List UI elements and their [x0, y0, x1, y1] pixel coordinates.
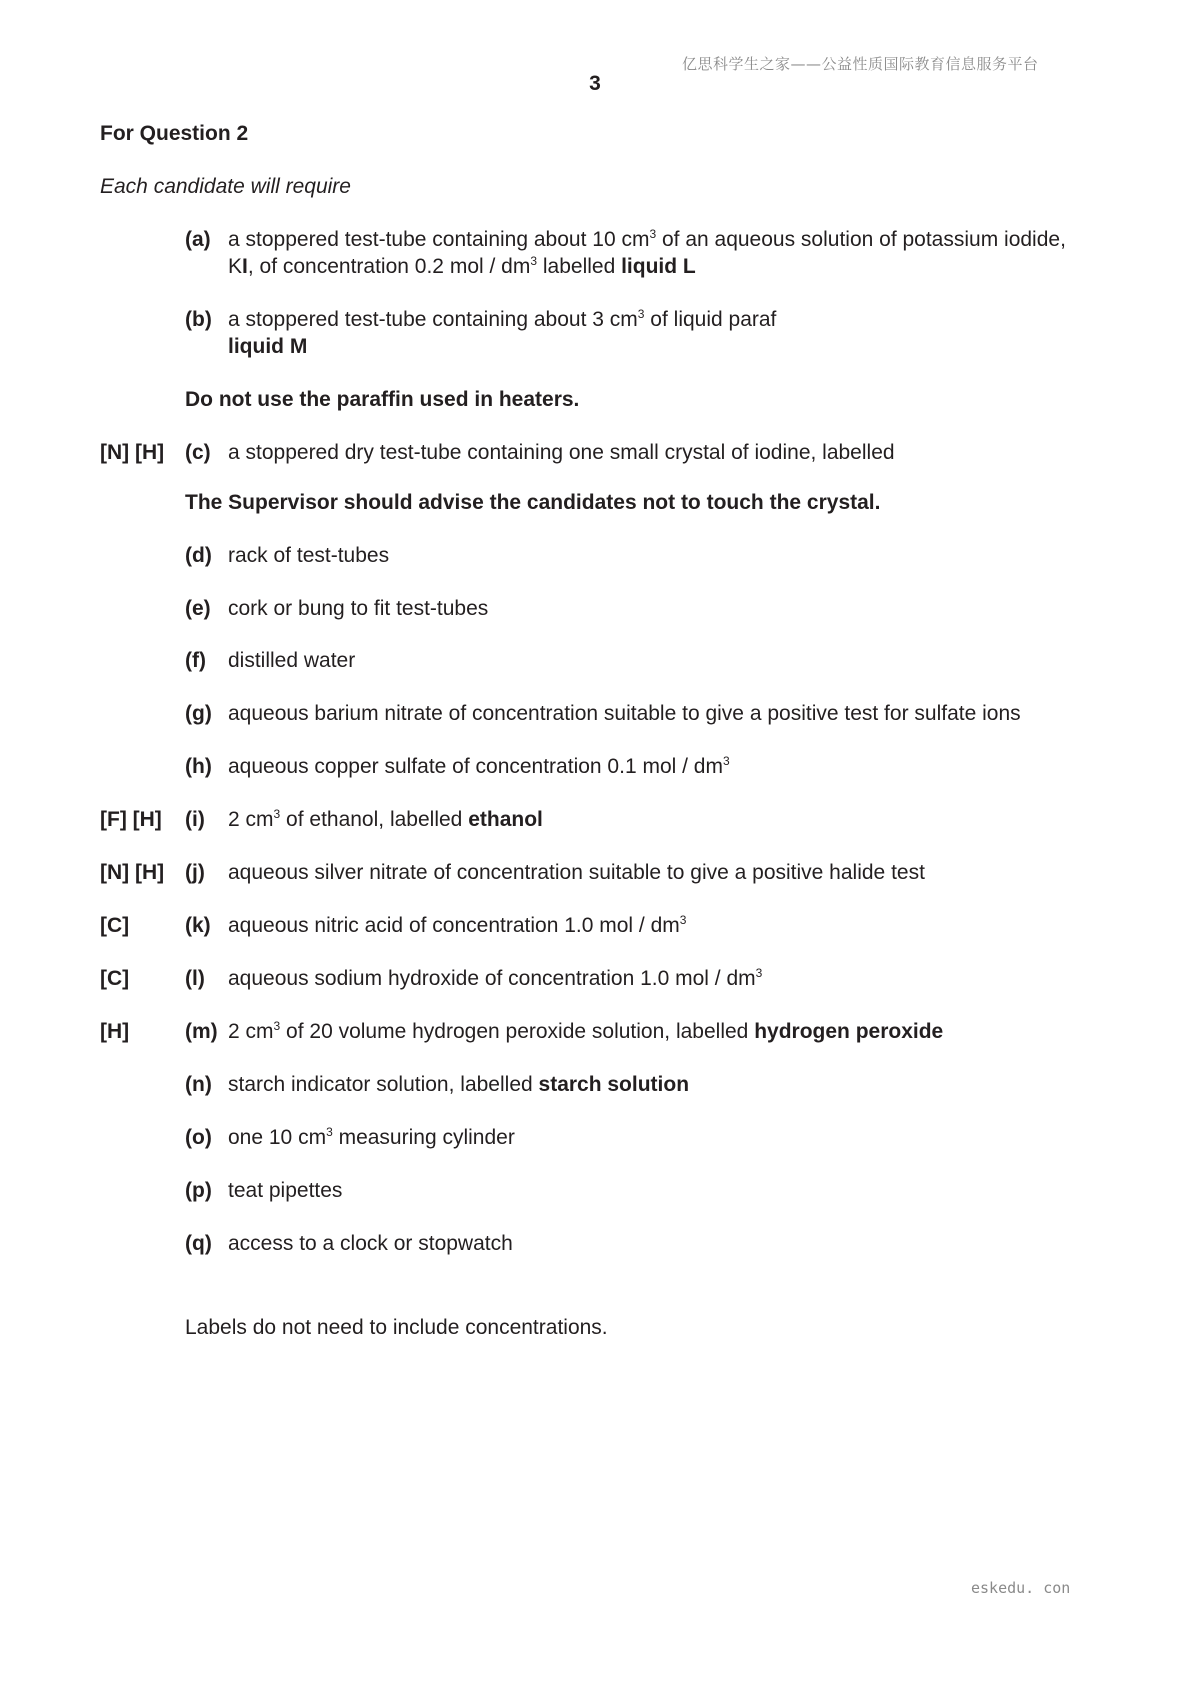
item-text: one 10 $cm^3$ measuring cylinder	[228, 1125, 515, 1149]
paraffin-warning: Do not use the paraffin used in heaters.	[185, 388, 580, 411]
item-text: aqueous barium nitrate of concentration suitable to give a positive test for sulfate ions	[228, 702, 1021, 725]
item-text: starch indicator solution, labelled starch solution	[228, 1073, 690, 1096]
item-letter: (b)	[185, 308, 212, 331]
list-item-g	[100, 700, 1100, 727]
intro-text: Each candidate will require	[100, 175, 351, 198]
list-item-j	[100, 859, 1100, 886]
item-text: a stoppered test-tube containing about 3 $cm^3$ of liquid paraf liquid M	[228, 307, 777, 358]
item-tag: [H]	[100, 1020, 130, 1043]
item-text: rack of test-tubes	[228, 544, 390, 567]
list-item-k	[100, 912, 1100, 939]
item-text: cork or bung to fit test-tubes	[228, 597, 489, 620]
item-letter: (g)	[185, 702, 212, 725]
item-letter: (d)	[185, 544, 212, 567]
item-text: distilled water	[228, 649, 356, 672]
item-tag: [N] [H]	[100, 441, 165, 464]
list-item-m	[100, 1018, 1100, 1045]
item-letter: (o)	[185, 1126, 212, 1149]
item-letter: (k)	[185, 914, 211, 937]
list-item-p	[100, 1177, 1100, 1204]
item-letter: (q)	[185, 1232, 212, 1255]
item-letter: (h)	[185, 755, 212, 778]
item-text: aqueous nitric acid of concentration 1.0 mol / $dm^3$	[228, 913, 687, 937]
item-text: access to a clock or stopwatch	[228, 1232, 513, 1255]
item-letter: (n)	[185, 1073, 212, 1096]
item-letter: (c)	[185, 441, 211, 464]
watermark-top: 亿思科学生之家——公益性质国际教育信息服务平台	[682, 55, 1039, 73]
page-number: 3	[589, 72, 601, 95]
item-tag: [C]	[100, 967, 130, 990]
item-text: aqueous silver nitrate of concentration suitable to give a positive halide test	[228, 861, 925, 884]
item-letter: (p)	[185, 1179, 212, 1202]
closing-note: Labels do not need to include concentrations.	[185, 1316, 608, 1339]
item-tag: [C]	[100, 914, 130, 937]
list-item-c	[100, 439, 1100, 466]
question-heading: For Question 2	[100, 122, 249, 145]
item-text: aqueous sodium hydroxide of concentration 1.0 mol / $dm^3$	[228, 966, 763, 990]
item-tag: [N] [H]	[100, 861, 165, 884]
list-item-o	[100, 1124, 1100, 1151]
list-item-h	[100, 753, 1100, 780]
list-item-f	[100, 647, 1100, 674]
item-text: teat pipettes	[228, 1179, 343, 1202]
list-item-e	[100, 595, 1100, 622]
list-item-n	[100, 1071, 1100, 1098]
item-letter: (l)	[185, 967, 205, 990]
item-letter: (f)	[185, 649, 206, 672]
watermark-bottom: eskedu. con	[971, 1579, 1071, 1597]
item-letter: (i)	[185, 808, 205, 831]
list-item-d	[100, 542, 1100, 569]
list-item-i	[100, 806, 1100, 833]
item-text: a stoppered test-tube containing about 10 $cm^3$ of an aqueous solution of potassium iodide, KI, of concentration 0.2 mol / $dm^3$ labelled liquid L	[228, 227, 1066, 278]
list-item-a	[100, 226, 1100, 280]
list-item-q	[100, 1230, 1100, 1257]
item-letter: (j)	[185, 861, 205, 884]
item-text: a stoppered dry test-tube containing one small crystal of iodine, labelled	[228, 441, 895, 464]
item-letter: (m)	[185, 1020, 218, 1043]
item-text: 2 $cm^3$ of 20 volume hydrogen peroxide solution, labelled hydrogen peroxide	[228, 1019, 944, 1043]
item-text: 2 $cm^3$ of ethanol, labelled ethanol	[228, 807, 543, 831]
list-item-b	[100, 306, 1100, 360]
item-letter: (a)	[185, 228, 211, 251]
list-item-l	[100, 965, 1100, 992]
item-text: aqueous copper sulfate of concentration 0.1 mol / $dm^3$	[228, 754, 730, 778]
item-tag: [F] [H]	[100, 808, 162, 831]
item-letter: (e)	[185, 597, 211, 620]
supervisor-note: The Supervisor should advise the candidates not to touch the crystal.	[185, 491, 881, 514]
